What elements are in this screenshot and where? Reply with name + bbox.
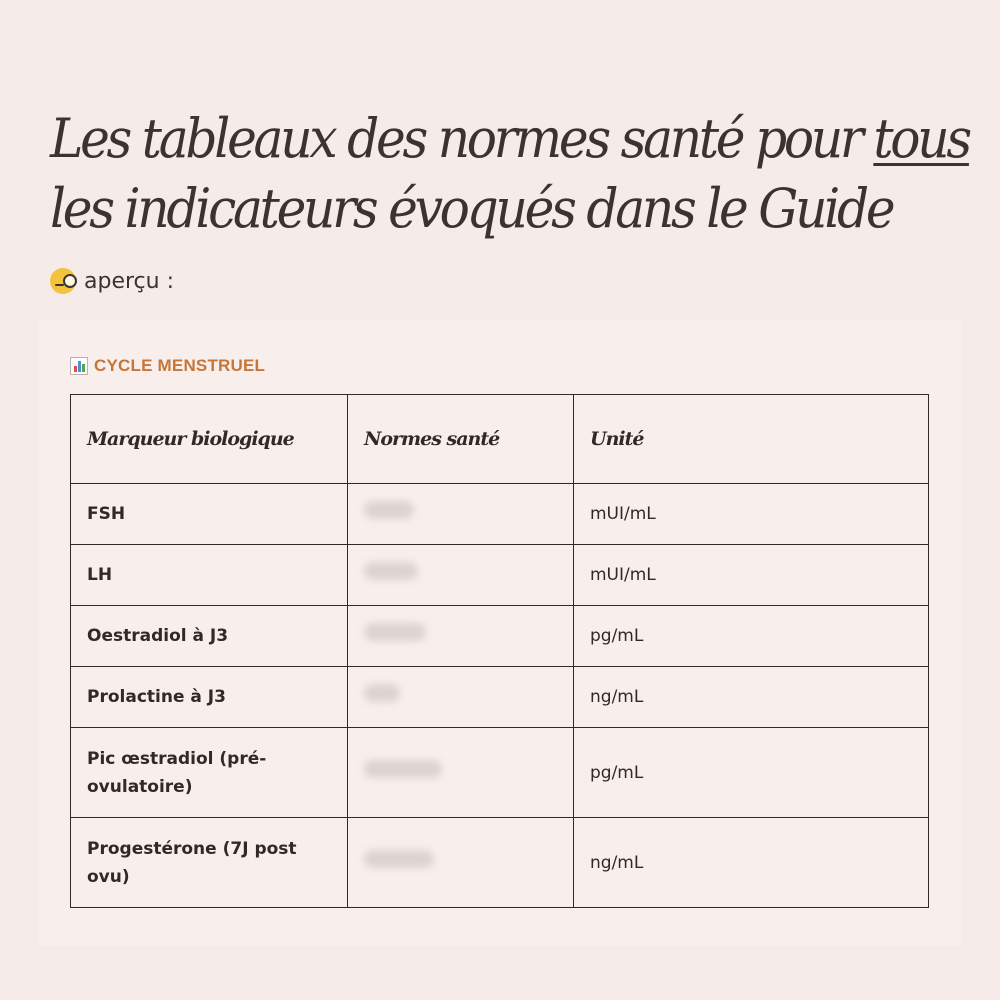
section-label: CYCLE MENSTRUEL [94, 356, 266, 375]
column-header-marker: Marqueur biologique [71, 395, 348, 484]
column-header-unit: Unité [574, 395, 929, 484]
unit-cell: pg/mL [574, 606, 929, 667]
norm-cell [348, 728, 574, 818]
norm-cell [348, 606, 574, 667]
marker-cell: Prolactine à J3 [71, 667, 348, 728]
norm-cell [348, 818, 574, 908]
table-header-row [71, 395, 929, 484]
blurred-value [364, 850, 434, 868]
column-header-norms: Normes santé [348, 395, 574, 484]
table-row [71, 728, 929, 818]
marker-cell: Progestérone (7J post ovu) [71, 818, 348, 908]
marker-cell: FSH [71, 484, 348, 545]
title-line-1-prefix: Les tableaux des normes santé pour [50, 107, 874, 170]
blurred-value [364, 684, 400, 702]
norms-table [70, 394, 929, 908]
blurred-value [364, 501, 414, 519]
blurred-value [364, 562, 418, 580]
marker-cell: Pic œstradiol (pré-ovulatoire) [71, 728, 348, 818]
page-title [50, 104, 969, 244]
table-row [71, 545, 929, 606]
preview-caption [50, 268, 174, 294]
table-row [71, 818, 929, 908]
unit-cell: mUI/mL [574, 484, 929, 545]
table-row [71, 606, 929, 667]
title-line-2: les indicateurs évoqués dans le Guide [50, 177, 893, 240]
section-heading [70, 356, 265, 376]
blurred-value [364, 623, 426, 641]
table-row [71, 667, 929, 728]
norm-cell [348, 484, 574, 545]
blurred-value [364, 760, 442, 778]
bar-chart-icon [70, 357, 88, 375]
unit-cell: mUI/mL [574, 545, 929, 606]
norm-cell [348, 545, 574, 606]
unit-cell: pg/mL [574, 728, 929, 818]
preview-label: aperçu : [84, 268, 174, 294]
monocle-face-icon [50, 268, 76, 294]
table-row [71, 484, 929, 545]
unit-cell: ng/mL [574, 818, 929, 908]
norm-cell [348, 667, 574, 728]
marker-cell: Oestradiol à J3 [71, 606, 348, 667]
title-emphasis: tous [873, 107, 969, 170]
marker-cell: LH [71, 545, 348, 606]
unit-cell: ng/mL [574, 667, 929, 728]
title-line-1 [50, 104, 969, 174]
table-card [38, 320, 962, 946]
